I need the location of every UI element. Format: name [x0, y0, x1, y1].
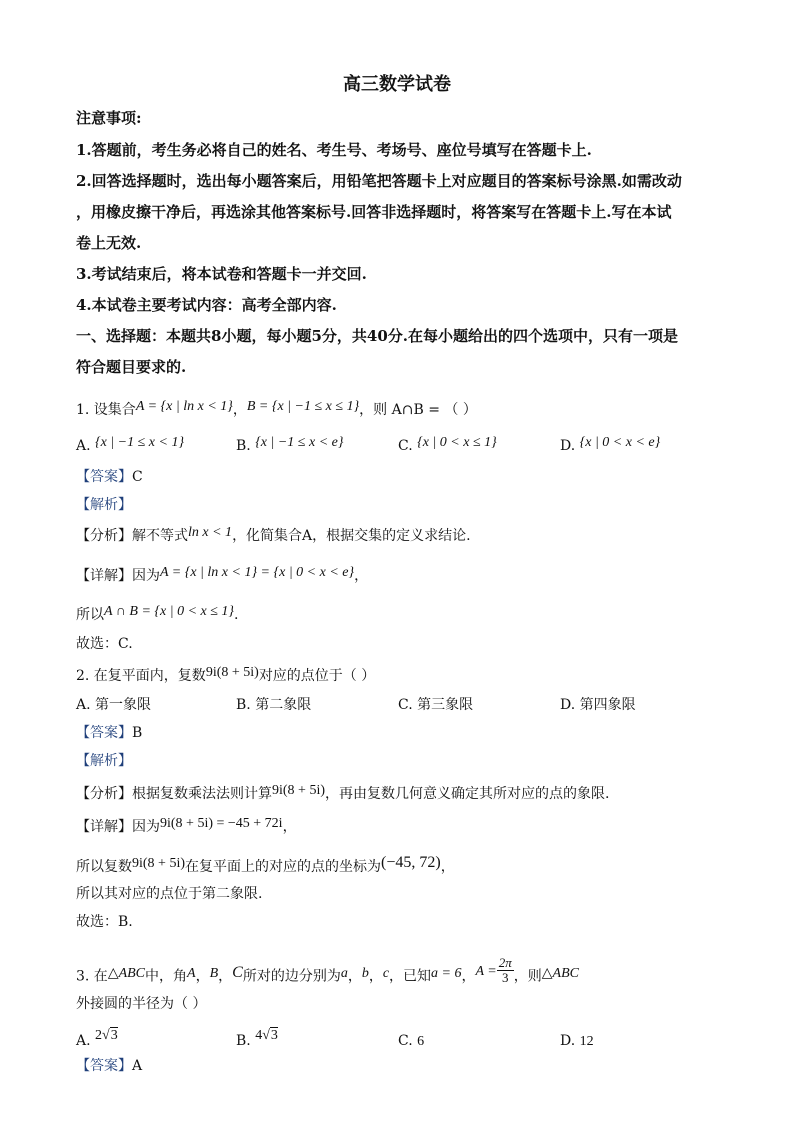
notice-line-4: 4.本试卷主要考试内容：高考全部内容. — [76, 296, 337, 314]
q1-detail: 【详解】因为A = {x | ln x < 1} = {x | 0 < x < e}， — [76, 565, 369, 584]
q3-line-2: 外接圆的半径为（ ） — [76, 996, 207, 1012]
notice-heading: 注意事项: — [76, 109, 142, 127]
page-title: 高三数学试卷 — [343, 74, 451, 95]
section-heading-1: 一、选择题：本题共8小题，每小题5分，共40分.在每小题给出的四个选项中，只有一项是 — [76, 327, 678, 345]
q1-choose: 故选：C. — [76, 636, 133, 652]
q2-choose: 故选：B. — [76, 914, 133, 930]
q1-analysis-tag: 【解析】 — [76, 497, 132, 513]
notice-line-2c: 卷上无效. — [76, 234, 142, 252]
q2-answer: 【答案】B — [76, 725, 143, 741]
q3-answer: 【答案】A — [76, 1058, 143, 1074]
q3-stem: 3. 在△ABC中，角A，B，C所对的边分别为a，b，c，已知a = 6，A = $\frac{2\pi}{3}$ ，则△ABC — [76, 955, 579, 985]
q3-option-d: D. 12 — [560, 1033, 594, 1049]
q2-stem: 2. 在复平面内，复数9i(8 + 5i)对应的点位于（ ） — [76, 665, 376, 684]
q1-stem: 1. 设集合A = {x | ln x < 1}，B = {x | −1 ≤ x ≤ 1}，则 A∩B = （ ） — [76, 399, 477, 418]
notice-line-3: 3.考试结束后，将本试卷和答题卡一并交回. — [76, 265, 367, 283]
q2-detail: 【详解】因为9i(8 + 5i) = −45 + 72i， — [76, 816, 297, 835]
q3-fraction: $\frac{2\pi}{3}$ — [498, 955, 512, 985]
q1-option-c: C. {x | 0 < x ≤ 1} — [398, 435, 497, 454]
notice-line-2b: ，用橡皮擦干净后，再选涂其他答案标号.回答非选择题时，将答案写在答题卡上.写在本试 — [76, 203, 672, 221]
q1-option-b: B. {x | −1 ≤ x < e} — [236, 435, 344, 454]
section-heading-2: 符合题目要求的. — [76, 358, 187, 376]
q1-set-a: A = {x | ln x < 1} — [135, 399, 233, 414]
q2-analysis-tag: 【解析】 — [76, 753, 132, 769]
q2-fenxi: 【分析】根据复数乘法法则计算9i(8 + 5i)，再由复数几何意义确定其所对应的点的象限. — [76, 783, 610, 802]
q1-fenxi: 【分析】解不等式ln x < 1，化简集合A，根据交集的定义求结论. — [76, 525, 471, 544]
q1-so: 所以A ∩ B = {x | 0 < x ≤ 1}. — [76, 604, 239, 623]
q1-answer: 【答案】C — [76, 469, 143, 485]
q1-option-d: D. {x | 0 < x < e} — [560, 435, 661, 454]
q3-option-c: C. 6 — [398, 1033, 425, 1049]
q3-option-a: A. 2√3 — [76, 1028, 118, 1049]
q1-set-b: B = {x | −1 ≤ x ≤ 1} — [246, 399, 360, 414]
notice-line-1: 1.答题前，考生务必将自己的姓名、考生号、考场号、座位号填写在答题卡上. — [76, 141, 592, 159]
notice-line-2a: 2.回答选择题时，选出每小题答案后，用铅笔把答题卡上对应题目的答案标号涂黑.如需改动 — [76, 172, 682, 190]
q2-line-2: 所以其对应的点位于第二象限. — [76, 886, 263, 902]
q2-option-d: D. 第四象限 — [560, 697, 636, 713]
q2-option-b: B. 第二象限 — [236, 697, 312, 713]
q2-line-1: 所以复数9i(8 + 5i)在复平面上的对应的点的坐标为(−45, 72)， — [76, 854, 455, 875]
q2-option-a: A. 第一象限 — [76, 697, 152, 713]
q3-option-b: B. 4√3 — [236, 1028, 278, 1049]
q1-option-a: A. {x | −1 ≤ x < 1} — [76, 435, 185, 454]
q2-option-c: C. 第三象限 — [398, 697, 474, 713]
